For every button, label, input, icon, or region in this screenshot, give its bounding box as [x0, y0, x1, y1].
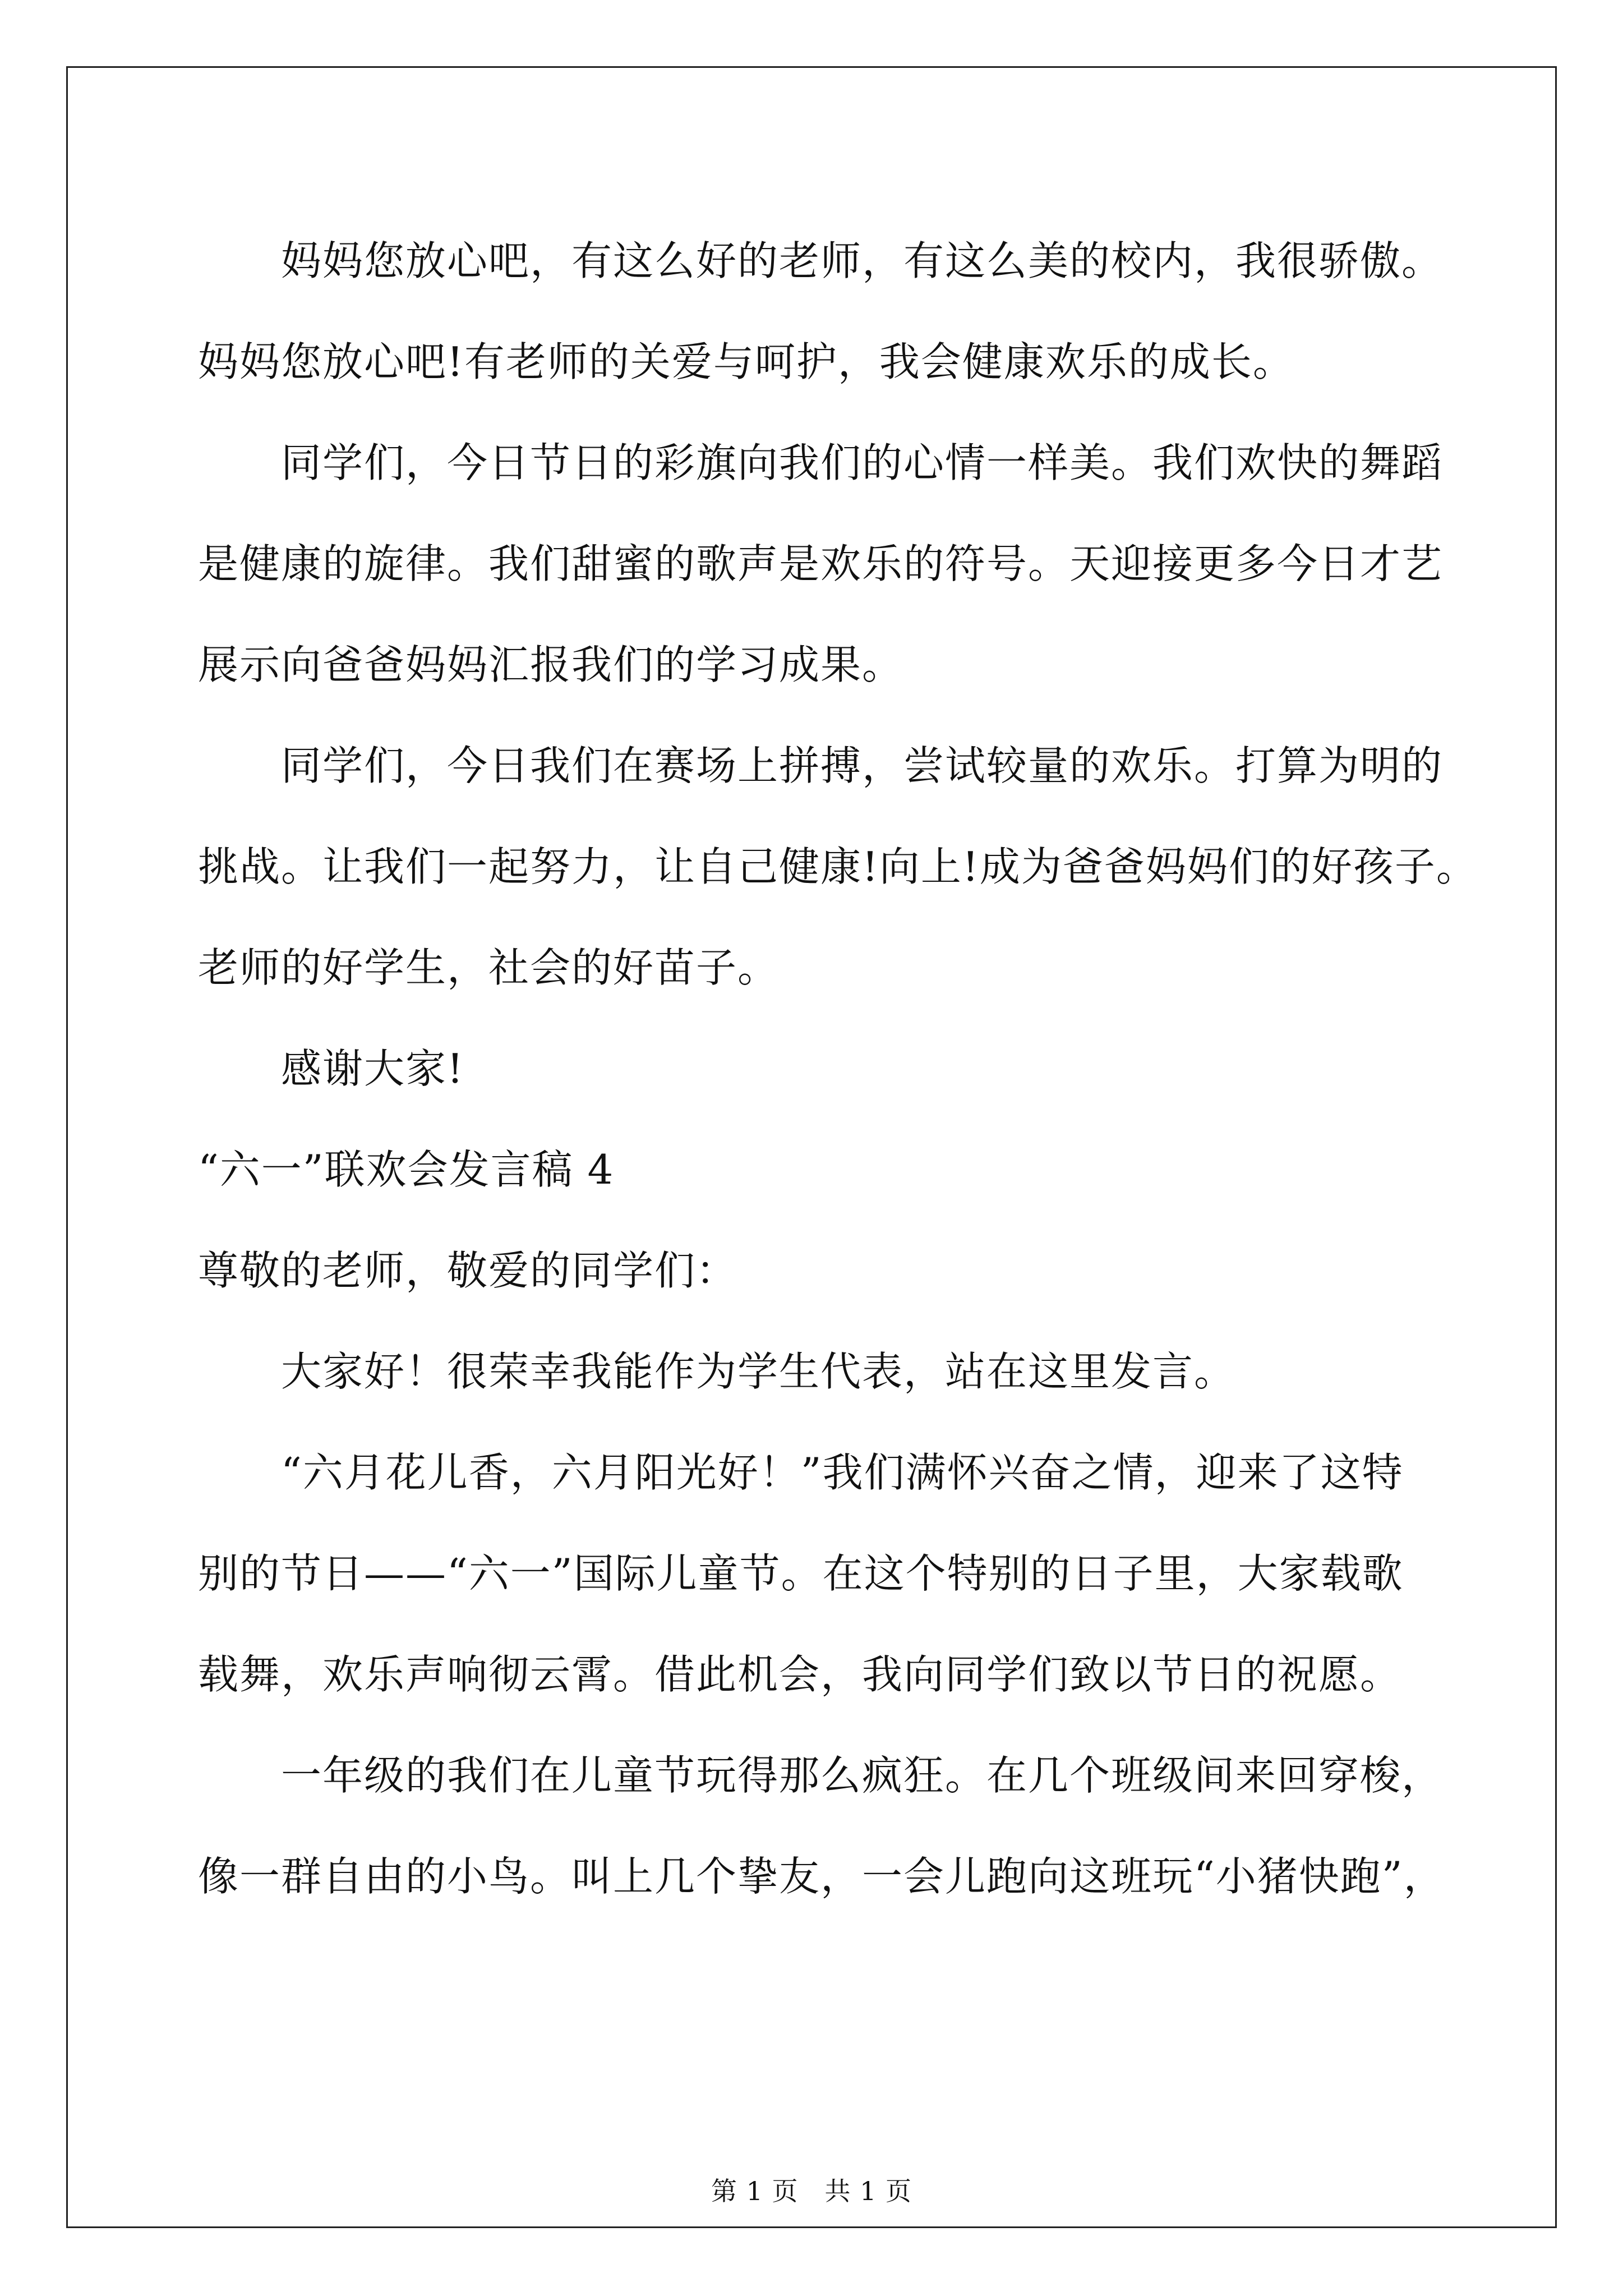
- text-line-5: 展示向爸爸妈妈汇报我们的学习成果。: [198, 641, 904, 688]
- text-line-13: “六月花儿香，六月阳光好！”我们满怀兴奋之情，迎来了这特: [281, 1449, 1404, 1496]
- text-line-1: 妈妈您放心吧，有这么好的老师，有这么美的校内，我很骄傲。: [281, 237, 1444, 284]
- text-line-6: 同学们，今日我们在赛场上拼搏，尝试较量的欢乐。打算为明的: [281, 742, 1444, 789]
- text-line-16: 一年级的我们在儿童节玩得那么疯狂。在几个班级间来回穿梭，: [281, 1752, 1444, 1799]
- text-line-2: 妈妈您放心吧!有老师的关爱与呵护，我会健康欢乐的成长。: [198, 338, 1294, 385]
- text-line-12: 大家好！很荣幸我能作为学生代表，站在这里发言。: [281, 1348, 1236, 1395]
- text-line-8: 老师的好学生，社会的好苗子。: [198, 944, 780, 991]
- text-line-9: 感谢大家!: [281, 1045, 464, 1092]
- document-body: [198, 210, 1478, 1927]
- text-line-4: 是健康的旋律。我们甜蜜的歌声是欢乐的符号。天迎接更多今日才艺: [198, 540, 1444, 587]
- text-line-14: 别的节日——“六一”国际儿童节。在这个特别的日子里，大家载歌: [198, 1550, 1404, 1597]
- section-heading: “六一”联欢会发言稿 4: [198, 1146, 615, 1193]
- page-number-footer: 第 1 页 共 1 页: [711, 2176, 912, 2206]
- text-line-17: 像一群自由的小鸟。叫上几个挚友，一会儿跑向这班玩“小猪快跑”，: [198, 1853, 1445, 1900]
- text-line-7: 挑战。让我们一起努力，让自己健康!向上!成为爸爸妈妈们的好孩子。: [198, 843, 1478, 890]
- text-line-15: 载舞，欢乐声响彻云霄。借此机会，我向同学们致以节日的祝愿。: [198, 1651, 1402, 1698]
- text-line-3: 同学们，今日节日的彩旗向我们的心情一样美。我们欢快的舞蹈: [281, 439, 1444, 486]
- salutation: 尊敬的老师，敬爱的同学们：: [198, 1247, 738, 1294]
